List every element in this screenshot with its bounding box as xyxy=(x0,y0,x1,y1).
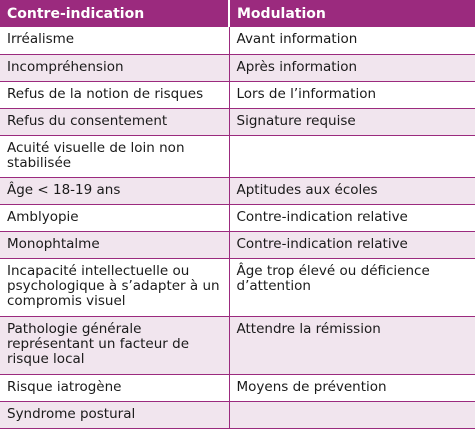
cell-contre-indication: Refus de la notion de risques xyxy=(0,81,229,108)
cell-contre-indication: Irréalisme xyxy=(0,27,229,54)
cell-modulation: Attendre la rémission xyxy=(229,316,475,374)
table-row xyxy=(0,54,475,81)
cell-contre-indication: Âge < 18-19 ans xyxy=(0,177,229,204)
cell-contre-indication: Syndrome postural xyxy=(0,401,229,428)
cell-contre-indication: Pathologie générale représentant un facteur de risque local xyxy=(0,316,229,374)
cell-modulation xyxy=(229,401,475,428)
table-row xyxy=(0,204,475,231)
table-row xyxy=(0,258,475,316)
cell-contre-indication: Amblyopie xyxy=(0,204,229,231)
table-row xyxy=(0,316,475,374)
cell-contre-indication: Incapacité intellectuelle ou psychologique à s’adapter à un compromis visuel xyxy=(0,258,229,316)
cell-contre-indication: Acuité visuelle de loin non stabilisée xyxy=(0,135,229,177)
cell-contre-indication: Monophtalme xyxy=(0,231,229,258)
cell-modulation: Moyens de prévention xyxy=(229,374,475,401)
cell-modulation: Signature requise xyxy=(229,108,475,135)
cell-modulation: Âge trop élevé ou déficience d’attention xyxy=(229,258,475,316)
cell-modulation: Avant information xyxy=(229,27,475,54)
table-row xyxy=(0,401,475,428)
cell-contre-indication: Incompréhension xyxy=(0,54,229,81)
table-row xyxy=(0,135,475,177)
cell-modulation: Aptitudes aux écoles xyxy=(229,177,475,204)
cell-modulation: Contre-indication relative xyxy=(229,204,475,231)
header-modulation: Modulation xyxy=(229,0,475,27)
table-body xyxy=(0,27,475,428)
cell-modulation: Contre-indication relative xyxy=(229,231,475,258)
table-row xyxy=(0,108,475,135)
header-contre-indication: Contre-indication xyxy=(0,0,229,27)
table-row xyxy=(0,231,475,258)
header-row xyxy=(0,0,475,27)
table-header xyxy=(0,0,475,27)
cell-contre-indication: Risque iatrogène xyxy=(0,374,229,401)
cell-modulation: Après information xyxy=(229,54,475,81)
table-row xyxy=(0,374,475,401)
table-row xyxy=(0,177,475,204)
table-row xyxy=(0,27,475,54)
cell-modulation: Lors de l’information xyxy=(229,81,475,108)
cell-modulation xyxy=(229,135,475,177)
cell-contre-indication: Refus du consentement xyxy=(0,108,229,135)
table-row xyxy=(0,81,475,108)
